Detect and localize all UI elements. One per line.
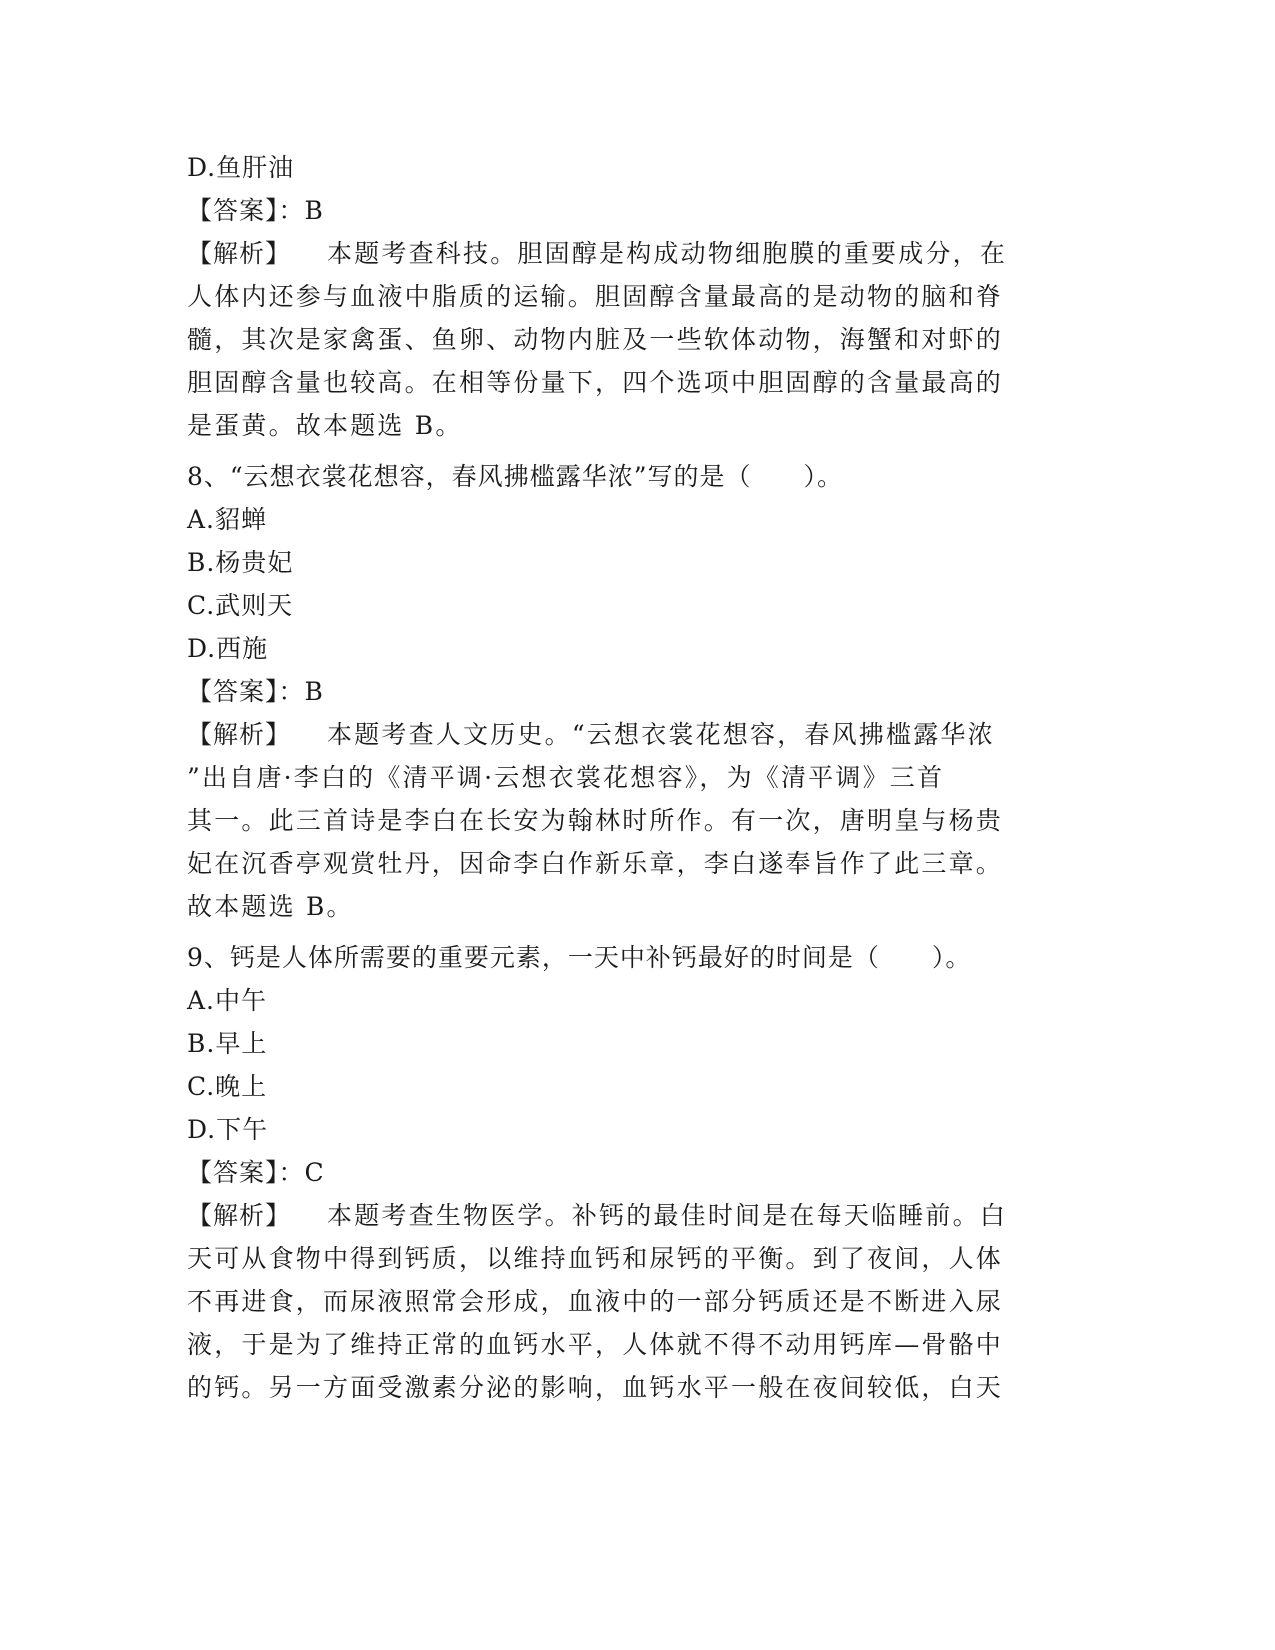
q8-analysis-line: 【解析】 本题考查人文历史。“云想衣裳花想容，春风拂槛露华浓 (187, 720, 995, 749)
q9-answer-sep: ： (278, 1158, 305, 1187)
q7-answer (187, 189, 1067, 232)
q8-answer-value: B (304, 677, 324, 706)
q8-analysis-line: ”出自唐·李白的《清平调·云想衣裳花想容》，为《清平调》三首 (187, 763, 945, 792)
q7-answer-label: 【答案】 (187, 196, 279, 225)
q8-option-a: A.貂蝉 (187, 505, 268, 534)
q7-option-d: D.鱼肝油 (187, 153, 295, 182)
q8-answer (187, 670, 1067, 713)
q8-option-d: D.西施 (187, 634, 269, 663)
q9-question: 9、钙是人体所需要的重要元素，一天中补钙最好的时间是（ ）。 (187, 943, 972, 972)
q9-analysis-line: 液，于是为了维持正常的血钙水平，人体就不得不动用钙库—骨骼中 (187, 1330, 1004, 1359)
q7-answer-value: B (304, 196, 324, 225)
q8-analysis-line: 其一。此三首诗是李白在长安为翰林时所作。有一次，唐明皇与杨贵 (187, 806, 1004, 835)
q9-analysis-label: 【解析】 (187, 1201, 292, 1230)
page-content (187, 146, 1067, 1409)
q7-analysis-line: 髓，其次是家禽蛋、鱼卵、动物内脏及一些软体动物，海蟹和对虾的 (187, 325, 1004, 354)
q7-analysis-line: 人体内还参与血液中脂质的运输。胆固醇含量最高的是动物的脑和脊 (187, 282, 1004, 311)
q7-analysis-label: 【解析】 (187, 239, 292, 268)
q7-analysis-line: 胆固醇含量也较高。在相等份量下，四个选项中胆固醇的含量最高的 (187, 368, 1004, 397)
q9-analysis-line: 天可从食物中得到钙质，以维持血钙和尿钙的平衡。到了夜间，人体 (187, 1244, 1004, 1273)
q9-option-c: C.晚上 (187, 1072, 268, 1101)
q9-analysis-line: 不再进食，而尿液照常会形成，血液中的一部分钙质还是不断进入尿 (187, 1287, 1004, 1316)
q7-analysis (187, 232, 1067, 447)
q9-option-a: A.中午 (187, 986, 268, 1015)
q8-answer-label: 【答案】 (187, 677, 279, 706)
q9-answer-value: C (304, 1158, 325, 1187)
q8-analysis-label: 【解析】 (187, 720, 292, 749)
q9-analysis (187, 1194, 1067, 1409)
q8-analysis-line: 妃在沉香亭观赏牡丹，因命李白作新乐章，李白遂奉旨作了此三章。 (187, 849, 1004, 878)
q8-question: 8、“云想衣裳花想容，春风拂槛露华浓”写的是（ ）。 (187, 462, 843, 491)
q9-analysis-line: 【解析】 本题考查生物医学。补钙的最佳时间是在每天临睡前。白 (187, 1201, 1008, 1230)
q9-option-d: D.下午 (187, 1115, 269, 1144)
q8-analysis (187, 713, 1067, 928)
q9-answer (187, 1151, 1067, 1194)
q8-answer-sep: ： (278, 677, 305, 706)
q8-option-c: C.武则天 (187, 591, 294, 620)
q9-answer-label: 【答案】 (187, 1158, 279, 1187)
q9-option-b: B.早上 (187, 1029, 268, 1058)
q9-analysis-line: 的钙。另一方面受激素分泌的影响，血钙水平一般在夜间较低，白天 (187, 1373, 1004, 1402)
q7-analysis-line: 是蛋黄。故本题选 B。 (187, 411, 463, 440)
q8-analysis-line: 故本题选 B。 (187, 892, 354, 921)
q7-answer-sep: ： (278, 196, 305, 225)
q7-analysis-line: 【解析】 本题考查科技。胆固醇是构成动物细胞膜的重要成分，在 (187, 239, 1008, 268)
q8-option-b: B.杨贵妃 (187, 548, 294, 577)
